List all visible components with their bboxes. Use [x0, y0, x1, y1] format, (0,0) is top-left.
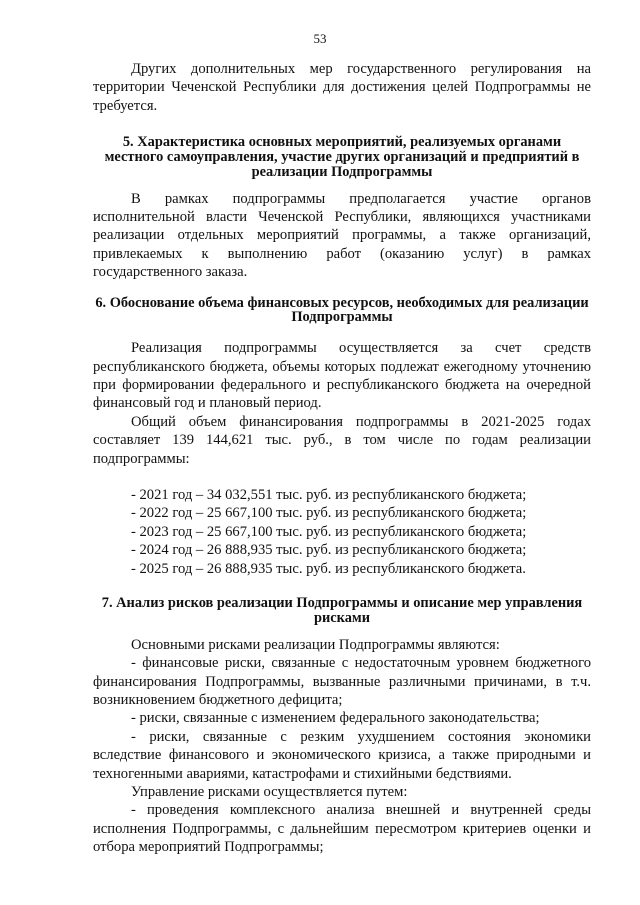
section-7-paragraph-4: - риски, связанные с резким ухудшением состояния экономики вследствие финансового и экономического кризиса, а также природными и техногенными авариями, катастрофами и стихийными бедствиями.	[93, 728, 591, 782]
section-5-paragraph: В рамках подпрограммы предполагается участие органов исполнительной власти Чеченской Республики, являющихся участниками реализации отдельных мероприятий программы, а также организаций, привлекаемых к выполнению работ (оказанию услуг) в рамках государственного заказа.	[93, 190, 591, 281]
section-7-paragraph-3: - риски, связанные с изменением федерального законодательства;	[131, 710, 540, 727]
funding-item: - 2024 год – 26 888,935 тыс. руб. из республиканского бюджета;	[131, 542, 527, 559]
section-7-paragraph-1: Основными рисками реализации Подпрограммы являются:	[131, 636, 500, 653]
section-7-paragraph-2: - финансовые риски, связанные с недостаточным уровнем бюджетного финансирования Подпрограммы, вызванные различными причинами, в т.ч. возникновением бюджетного дефицита;	[93, 655, 591, 708]
intro-paragraph: Других дополнительных мер государственного регулирования на территории Чеченской Республики для достижения целей Подпрограммы не требуется.	[93, 61, 591, 114]
funding-item: - 2025 год – 26 888,935 тыс. руб. из республиканского бюджета.	[131, 560, 526, 577]
section-6-heading: 6. Обоснование объема финансовых ресурсов, необходимых для реализации Подпрограммы	[95, 294, 589, 326]
section-7-heading: 7. Анализ рисков реализации Подпрограммы и описание мер управления рисками	[101, 595, 583, 626]
funding-list	[93, 486, 591, 578]
section-6-paragraph-2: Общий объем финансирования подпрограммы в 2021-2025 годах составляет 139 144,621 тыс. руб., в том числе по годам реализации подпрограммы:	[93, 413, 591, 467]
page-content	[93, 60, 591, 857]
section-7-paragraph-5: Управление рисками осуществляется путем:	[131, 783, 408, 800]
section-7-paragraph-6: - проведения комплексного анализа внешней и внутренней среды исполнения Подпрограммы, с дальнейшим пересмотром критериев оценки и отбора мероприятий Подпрограммы;	[93, 802, 591, 856]
section-5-heading: 5. Характеристика основных мероприятий, реализуемых органами местного самоуправления, участие других организаций и предприятий в реализации Подпрограммы	[104, 134, 580, 180]
section-6-paragraph-1: Реализация подпрограммы осуществляется за счет средств республиканского бюджета, объемы которых подлежат ежегодному уточнению при формировании федерального и республиканского бюджета на очередной финансовый год и плановый период.	[93, 340, 591, 412]
funding-item: - 2022 год – 25 667,100 тыс. руб. из республиканского бюджета;	[131, 505, 527, 522]
funding-item: - 2021 год – 34 032,551 тыс. руб. из республиканского бюджета;	[131, 487, 527, 504]
funding-item: - 2023 год – 25 667,100 тыс. руб. из республиканского бюджета;	[131, 523, 527, 540]
page-number: 53	[313, 31, 327, 46]
